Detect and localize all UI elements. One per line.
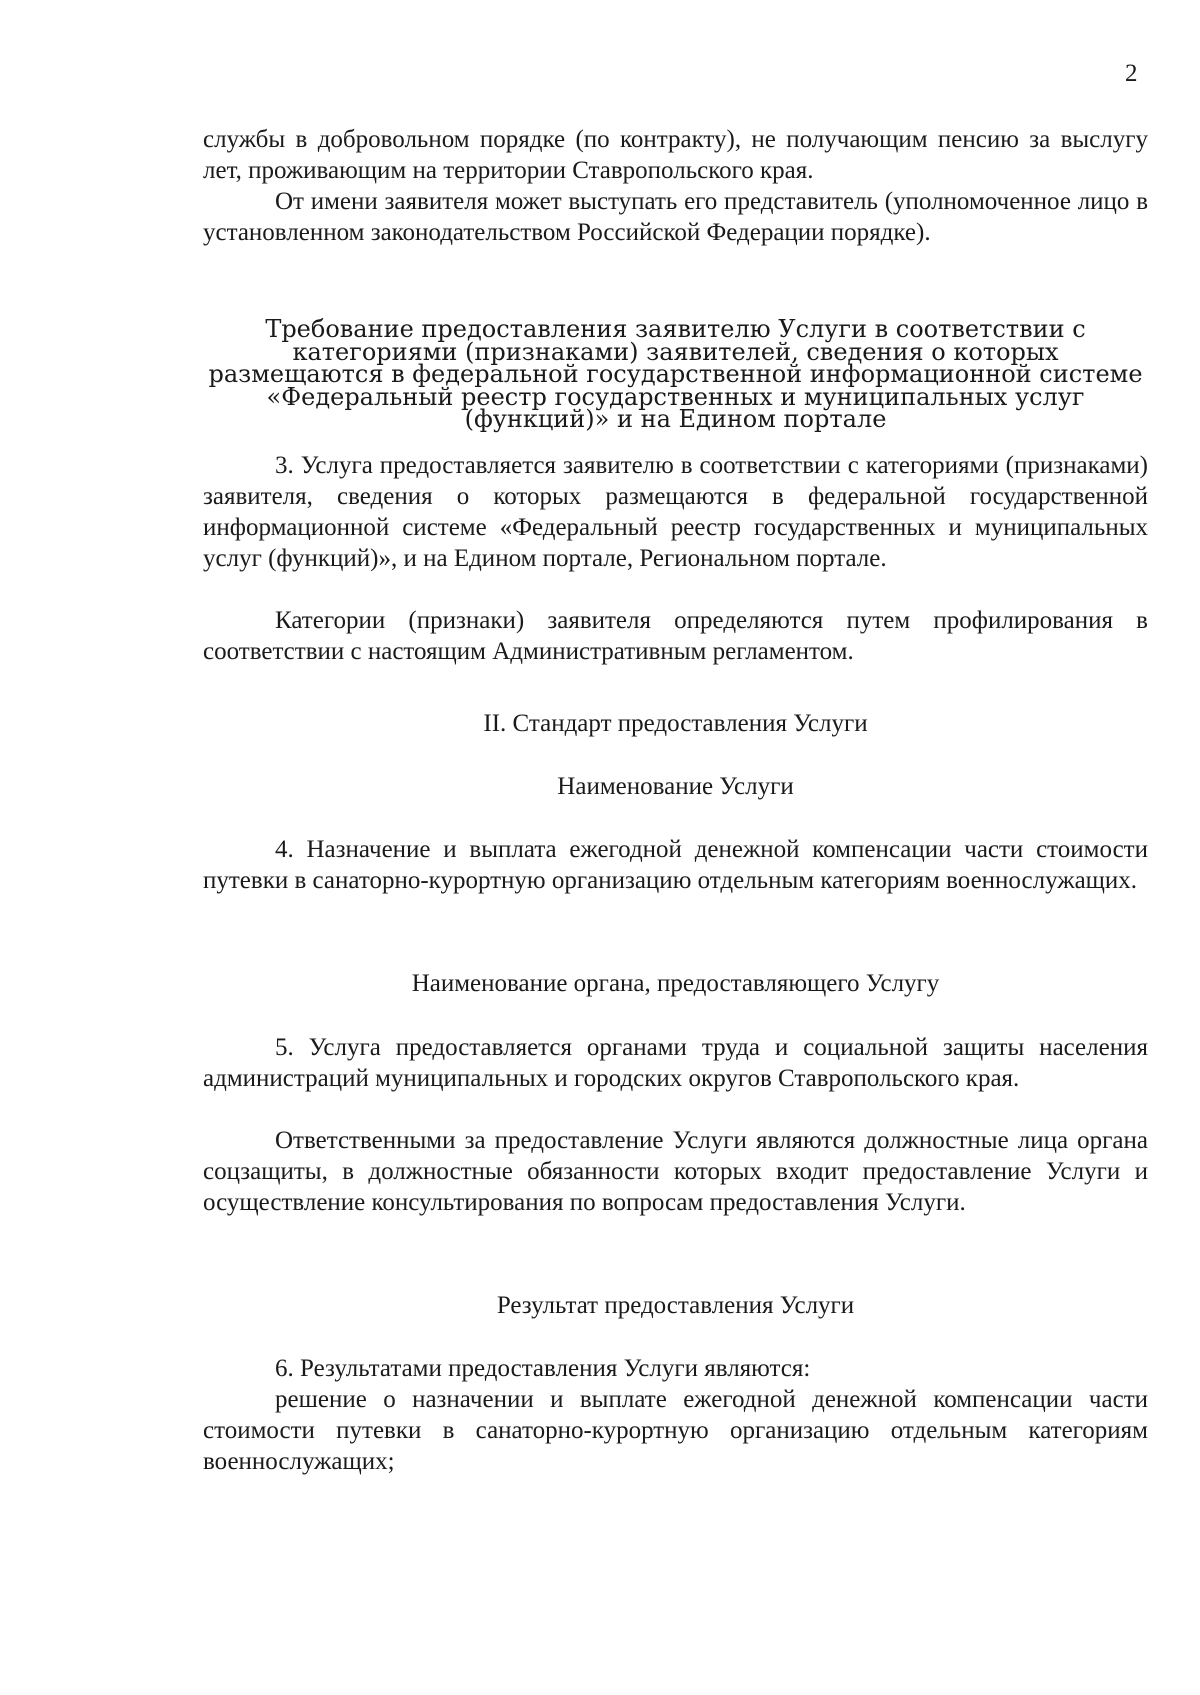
section-heading-service-name: Наименование Услуги — [557, 773, 794, 800]
section-heading-result: Результат предоставления Услуги — [496, 1292, 855, 1319]
paragraph-4: 4. Назначение и выплата ежегодной денежной компенсации части стоимости путевки в санаторно-курортную организацию отдельным категориям военнослужащих. — [203, 836, 1148, 894]
paragraph-representative: От имени заявителя может выступать его представитель (уполномоченное лицо в установленном законодательством Российской Федерации порядке). — [203, 188, 1148, 246]
page-number: 2 — [1125, 60, 1138, 87]
section-heading-standard: II. Стандарт предоставления Услуги — [483, 710, 868, 737]
paragraph-3: 3. Услуга предоставляется заявителю в соответствии с категориями (признаками) заявителя, сведения о которых размещаются в федеральной государственной информационной системе «Федеральный реестр государственных и муниципальных услуг (функций)», и на Едином портале, Региональном портале. — [203, 452, 1148, 572]
paragraph-continuation: службы в добровольном порядке (по контракту), не получающим пенсию за выслугу лет, проживающим на территории Ставропольского края. — [203, 126, 1148, 184]
section-heading-authority: Наименование органа, предоставляющего Услугу — [411, 970, 940, 997]
paragraph-6: 6. Результатами предоставления Услуги являются: — [275, 1355, 811, 1382]
section-heading-requirement: Требование предоставления заявителю Услуги в соответствии с категориями (признаками) заявителей, сведения о которых размещаются в федеральной государственной информационной системе «Федеральный реестр государственных и муниципальных услуг (функций)» и на Едином портале — [208, 315, 1143, 433]
paragraph-5: 5. Услуга предоставляется органами труда и социальной защиты населения администраций муниципальных и городских округов Ставропольского края. — [203, 1034, 1148, 1092]
paragraph-categories: Категории (признаки) заявителя определяются путем профилирования в соответствии с настоящим Административным регламентом. — [203, 607, 1148, 665]
paragraph-decision: решение о назначении и выплате ежегодной денежной компенсации части стоимости путевки в санаторно-курортную организацию отдельным категориям военнослужащих; — [203, 1386, 1148, 1475]
paragraph-responsible: Ответственными за предоставление Услуги являются должностные лица органа соцзащиты, в должностные обязанности которых входит предоставление Услуги и осуществление консультирования по вопросам предоставления Услуги. — [203, 1127, 1148, 1216]
